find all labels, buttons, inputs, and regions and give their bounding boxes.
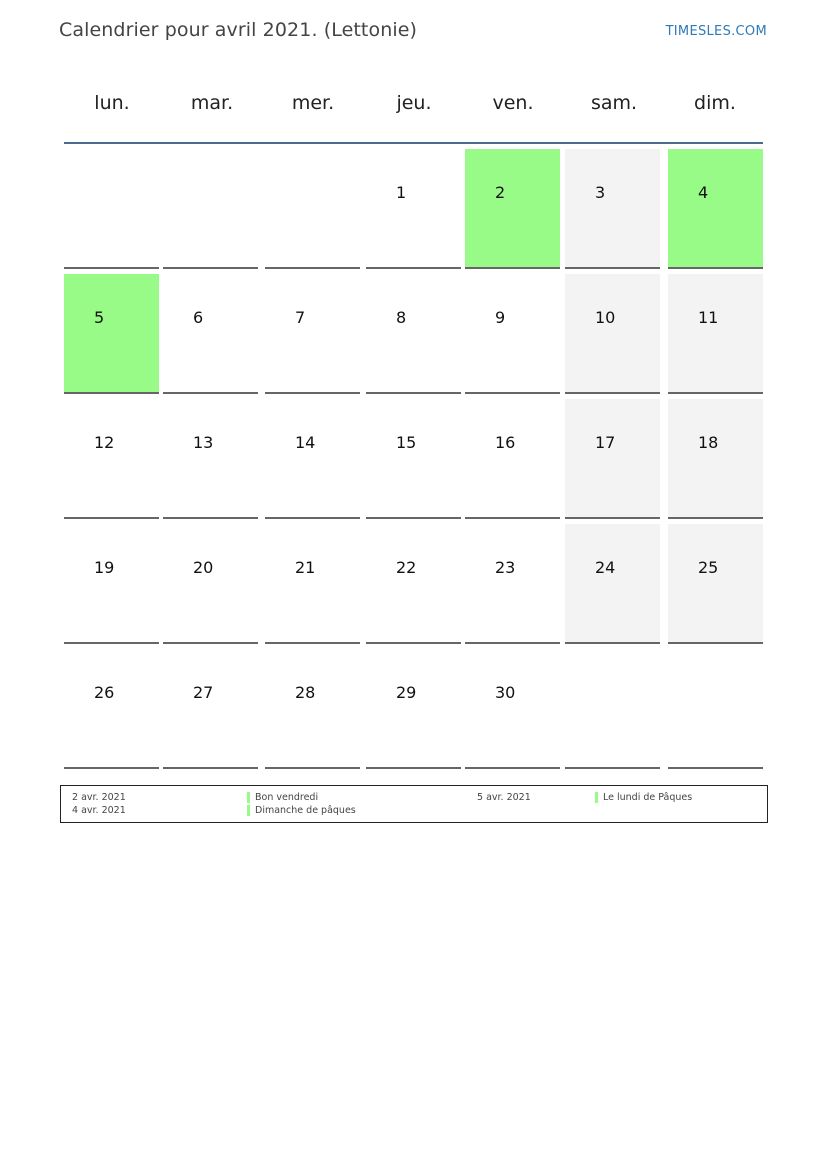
header-divider [64, 142, 763, 144]
day-cell-6 [163, 274, 258, 394]
day-cell-12 [64, 399, 159, 519]
day-number: 27 [193, 683, 214, 702]
day-number: 28 [295, 683, 316, 702]
empty-day-cell [163, 149, 258, 269]
empty-day-cell [565, 649, 660, 769]
day-cell-2 [465, 149, 560, 269]
day-number: 16 [495, 433, 516, 452]
day-cell-13 [163, 399, 258, 519]
day-cell-9 [465, 274, 560, 394]
day-number: 24 [595, 558, 616, 577]
weekday-tue: mar. [190, 92, 234, 114]
day-number: 4 [698, 183, 709, 202]
day-cell-24 [565, 524, 660, 644]
day-cell-26 [64, 649, 159, 769]
day-number: 25 [698, 558, 719, 577]
day-cell-25 [668, 524, 763, 644]
day-number: 12 [94, 433, 115, 452]
day-number: 14 [295, 433, 316, 452]
day-cell-20 [163, 524, 258, 644]
day-number: 5 [94, 308, 105, 327]
day-number: 18 [698, 433, 719, 452]
day-cell-8 [366, 274, 461, 394]
day-number: 13 [193, 433, 214, 452]
brand-link[interactable]: TIMESLES.COM [665, 24, 767, 39]
day-cell-14 [265, 399, 360, 519]
day-number: 30 [495, 683, 516, 702]
day-cell-22 [366, 524, 461, 644]
legend-date-2: 4 avr. 2021 [72, 805, 126, 816]
day-number: 7 [295, 308, 306, 327]
weekday-wed: mer. [291, 92, 335, 114]
day-number: 20 [193, 558, 214, 577]
legend-color-swatch [595, 792, 598, 803]
legend-holiday-2: Dimanche de pâques [255, 805, 356, 816]
day-number: 11 [698, 308, 719, 327]
day-number: 10 [595, 308, 616, 327]
day-cell-28 [265, 649, 360, 769]
weekday-sat: sam. [590, 92, 638, 114]
legend-color-swatch [247, 792, 250, 803]
day-number: 26 [94, 683, 115, 702]
legend-color-swatch [247, 805, 250, 816]
day-number: 9 [495, 308, 506, 327]
legend-holiday-3: Le lundi de Pâques [603, 792, 693, 803]
day-number: 2 [495, 183, 506, 202]
day-number: 29 [396, 683, 417, 702]
day-cell-21 [265, 524, 360, 644]
legend-date-3: 5 avr. 2021 [477, 792, 531, 803]
day-cell-19 [64, 524, 159, 644]
day-cell-4 [668, 149, 763, 269]
day-cell-5 [64, 274, 159, 394]
day-cell-23 [465, 524, 560, 644]
day-number: 17 [595, 433, 616, 452]
day-cell-7 [265, 274, 360, 394]
empty-day-cell [265, 149, 360, 269]
day-number: 19 [94, 558, 115, 577]
weekday-sun: dim. [694, 92, 736, 114]
weekday-thu: jeu. [396, 92, 432, 114]
weekday-mon: lun. [94, 92, 130, 114]
page-title: Calendrier pour avril 2021. (Lettonie) [59, 19, 418, 41]
legend-holiday-1: Bon vendredi [255, 792, 319, 803]
day-cell-29 [366, 649, 461, 769]
day-cell-3 [565, 149, 660, 269]
day-number: 23 [495, 558, 516, 577]
day-cell-30 [465, 649, 560, 769]
day-number: 6 [193, 308, 204, 327]
day-cell-11 [668, 274, 763, 394]
day-cell-17 [565, 399, 660, 519]
weekday-fri: ven. [492, 92, 534, 114]
day-number: 8 [396, 308, 407, 327]
empty-day-cell [668, 649, 763, 769]
day-number: 22 [396, 558, 417, 577]
empty-day-cell [64, 149, 159, 269]
day-cell-15 [366, 399, 461, 519]
day-number: 15 [396, 433, 417, 452]
holiday-legend [60, 785, 768, 823]
day-cell-10 [565, 274, 660, 394]
day-cell-27 [163, 649, 258, 769]
legend-date-1: 2 avr. 2021 [72, 792, 126, 803]
day-cell-18 [668, 399, 763, 519]
day-cell-1 [366, 149, 461, 269]
day-number: 21 [295, 558, 316, 577]
day-number: 1 [396, 183, 407, 202]
day-number: 3 [595, 183, 606, 202]
day-cell-16 [465, 399, 560, 519]
